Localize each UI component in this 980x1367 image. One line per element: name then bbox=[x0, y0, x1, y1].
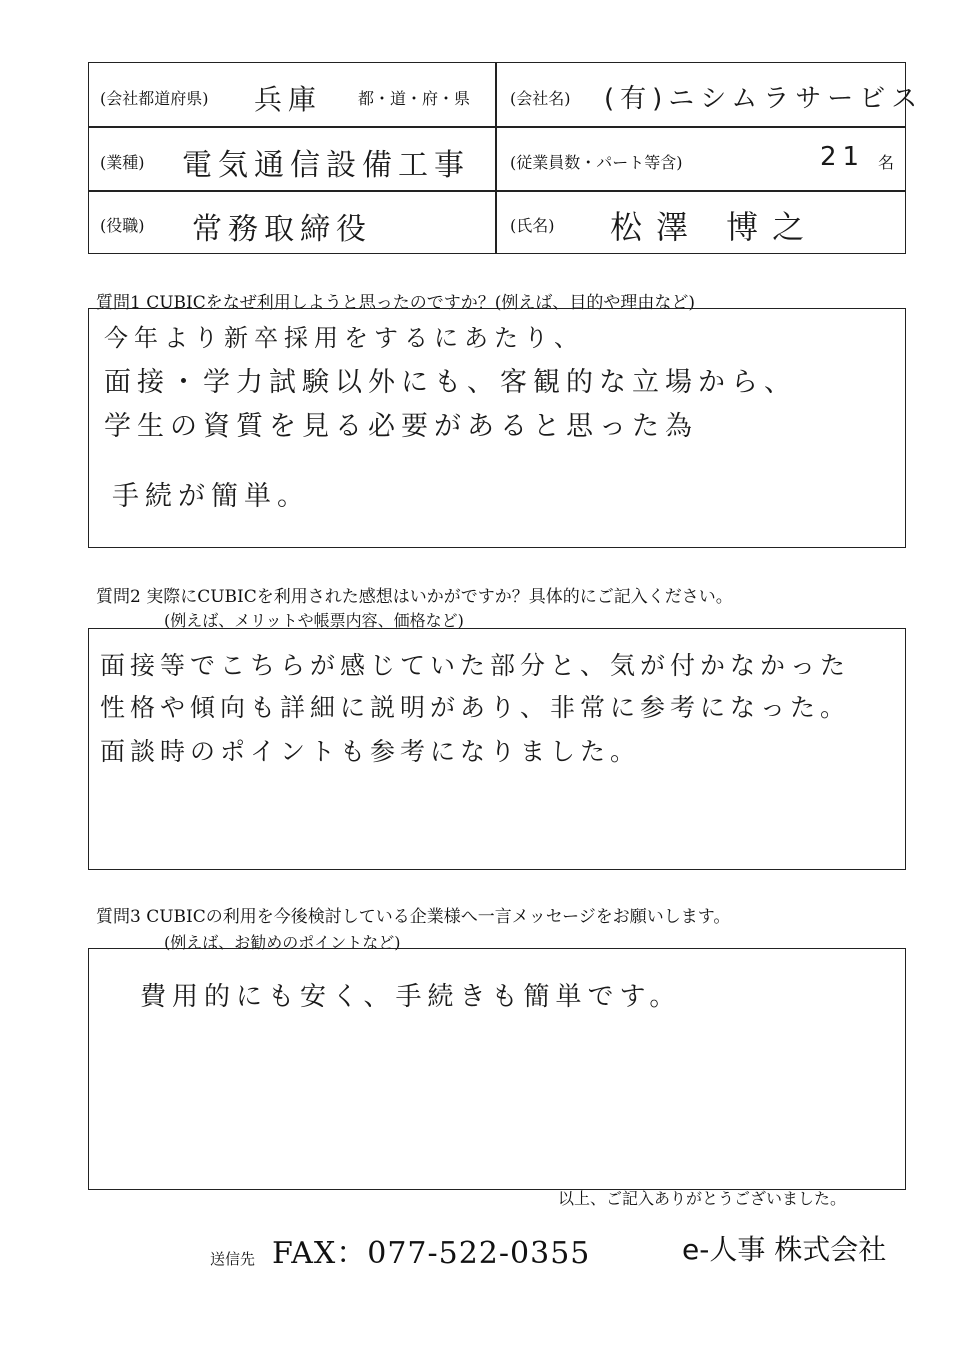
company-value: (有)ニシムラサービス bbox=[604, 84, 924, 114]
prefecture-label: (会社都道府県) bbox=[100, 89, 209, 108]
q1-answer-line-3: 学生の資質を見る必要があると思った為 bbox=[104, 411, 698, 442]
header-row-divider-1 bbox=[88, 126, 906, 128]
prefecture-value: 兵庫 bbox=[254, 83, 323, 116]
q1-answer-line-1: 今年より新卒採用をするにあたり、 bbox=[104, 324, 584, 352]
name-value: 松澤 博之 bbox=[610, 208, 819, 246]
header-row-divider-2 bbox=[88, 190, 906, 192]
industry-value: 電気通信設備工事 bbox=[182, 148, 470, 183]
position-label: (役職) bbox=[100, 216, 145, 235]
q3-question: 質問3 CUBICの利用を今後検討している企業様へ一言メッセージをお願いします。 bbox=[96, 907, 731, 927]
industry-label: (業種) bbox=[100, 153, 145, 172]
thanks-text: 以上、ご記入ありがとうございました。 bbox=[558, 1189, 847, 1208]
q2-answer-line-3: 面談時のポイントも参考になりました。 bbox=[100, 737, 641, 766]
employees-value: 21 bbox=[820, 142, 866, 172]
q2-hint: (例えば、メリットや帳票内容、価格など) bbox=[164, 611, 464, 630]
q1-question: 質問1 CUBICをなぜ利用しようと思ったのですか？(例えば、目的や理由など) bbox=[96, 293, 696, 313]
q1-answer-line-2: 面接・学力試験以外にも、客観的な立場から、 bbox=[104, 367, 797, 398]
q3-answer-line-1: 費用的にも安く、手続きも簡単です。 bbox=[140, 982, 682, 1012]
send-to-label: 送信先 bbox=[210, 1250, 256, 1268]
q3-hint: (例えば、お勧めのポイントなど) bbox=[164, 933, 401, 952]
position-value: 常務取締役 bbox=[192, 212, 372, 247]
header-col-divider bbox=[495, 62, 497, 254]
employees-unit: 名 bbox=[878, 153, 895, 172]
q2-question: 質問2 実際にCUBICを利用された感想はいかがですか？具体的にご記入ください。 bbox=[96, 587, 733, 607]
name-label: (氏名) bbox=[510, 216, 555, 235]
fax-number: FAX：077-522-0355 bbox=[272, 1236, 591, 1271]
q1-answer-line-4: 手続が簡単。 bbox=[112, 481, 310, 512]
employees-label: (従業員数・パート等含) bbox=[510, 153, 683, 172]
q2-answer-line-1: 面接等でこちらが感じていた部分と、気が付かなかった bbox=[100, 651, 851, 680]
prefecture-suffix: 都・道・府・県 bbox=[358, 89, 471, 108]
footer-company: e-人事 株式会社 bbox=[682, 1233, 887, 1266]
q2-answer-line-2: 性格や傾向も詳細に説明があり、非常に参考になった。 bbox=[100, 693, 851, 722]
company-label: (会社名) bbox=[510, 89, 571, 108]
